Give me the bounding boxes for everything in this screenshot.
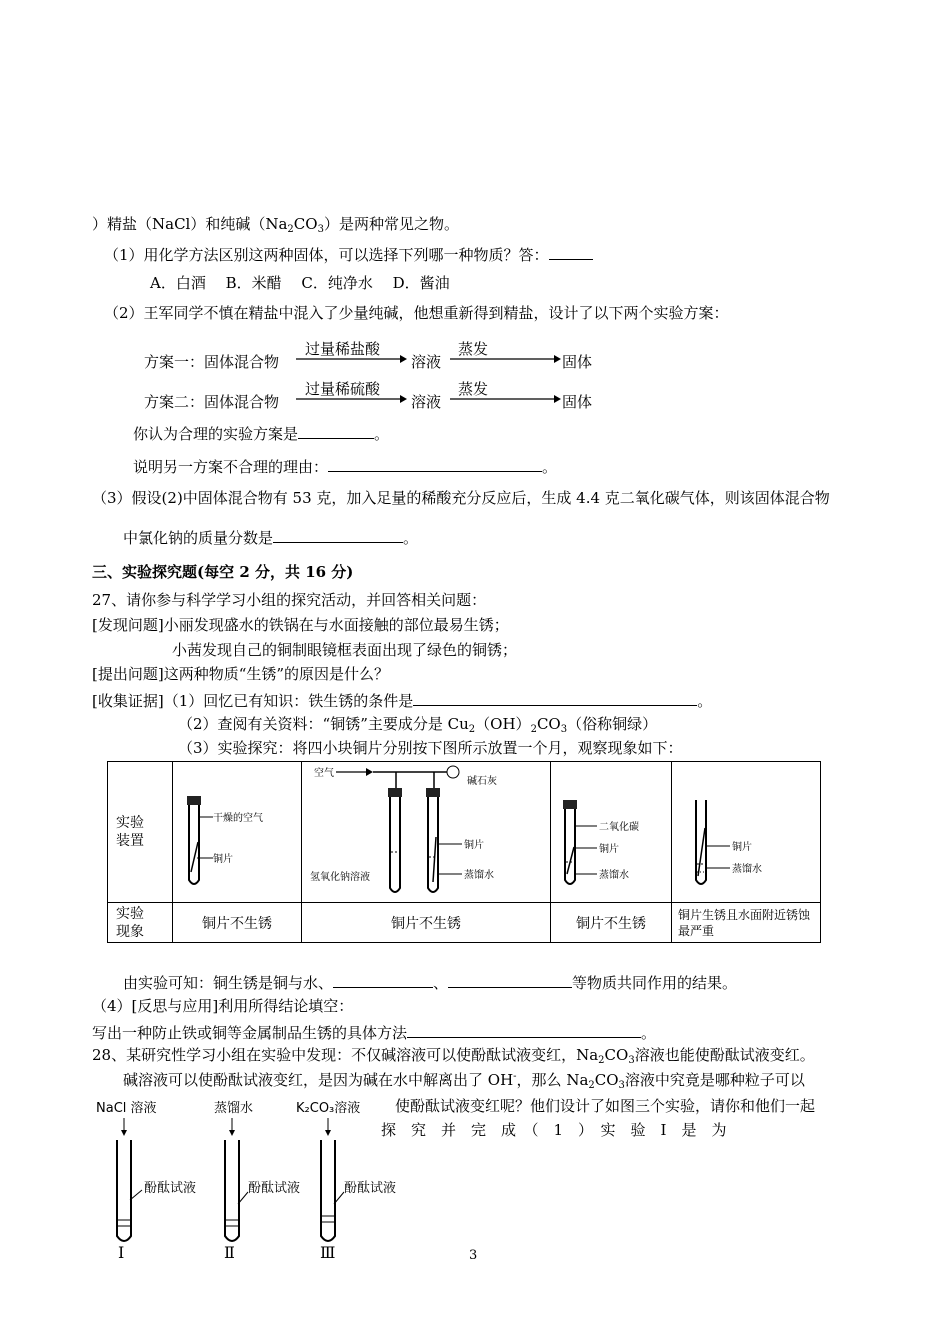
plan1-arrow1 [296, 355, 408, 363]
plan2-mid: 溶液 [411, 393, 442, 411]
q26-sub2: （2）王军同学不慎在精盐中混入了少量纯碱，他想重新得到精盐，设计了以下两个实验方案： [104, 304, 729, 322]
q27-evidence3: （3）实验探究：将四小块铜片分别按下图所示放置一个月，观察现象如下： [178, 739, 683, 757]
answer-blank-3[interactable] [328, 455, 542, 472]
q27-question: [提出问题]这两种物质“生锈”的原因是什么？ [92, 665, 390, 683]
label-copper-2: 铜片 [464, 840, 484, 851]
tube2-top: 蒸馏水 [214, 1101, 254, 1116]
q28-line2: 碱溶液可以使酚酞试液变红，是因为碱在水中解离出了 OH-，那么 $Na_2CO_3$溶液中究竟是哪种粒子可以 [123, 1071, 805, 1091]
tube2-label: 酚酞试液 [248, 1181, 301, 1196]
q27-discover2: 小茜发现自己的铜制眼镜框表面出现了绿色的铜锈； [172, 641, 518, 659]
answer-blank-5[interactable] [413, 689, 697, 706]
q27-evidence1: [收集证据]（1）回忆已有知识：铁生锈的条件是 。 [92, 689, 712, 711]
label-co2: 二氧化碳 [599, 822, 639, 833]
label-dry-air: 干燥的空气 [213, 813, 263, 824]
q28-line3: 使酚酞试液变红呢？他们设计了如图三个实验，请你和他们一起 [395, 1097, 816, 1115]
answer-blank-2[interactable] [298, 422, 374, 439]
plan2-prefix: 方案二：固体混合物 [144, 393, 280, 411]
tube3-num: Ⅲ [320, 1243, 336, 1262]
q27-intro: 27、请你参与科学学习小组的探究活动，并回答相关问题： [92, 591, 487, 609]
q26-intro: ）精盐（NaCl）和纯碱$(Na_2CO_3)$是两种常见之物。 [92, 215, 459, 235]
q26-reason: 说明另一方案不合理的理由： 。 [133, 455, 557, 477]
q26-sub1: （1）用化学方法区别这两种固体，可以选择下列哪一种物质？答： [104, 243, 593, 265]
q27-reflect: （4）[反思与应用]利用所得结论填空： [92, 997, 354, 1015]
tube3-label: 酚酞试液 [344, 1181, 397, 1196]
plan1-end: 固体 [562, 353, 593, 371]
plan1-prefix: 方案一：固体混合物 [144, 353, 280, 371]
apparatus-4 [672, 762, 821, 903]
result-2: 铜片不生锈 [302, 903, 551, 943]
tube1-top: NaCl 溶液 [96, 1101, 157, 1116]
result-4: 铜片生锈且水面附近锈蚀最严重 [672, 903, 821, 943]
label-air: 空气 [314, 768, 334, 779]
label-copper-4: 铜片 [732, 842, 752, 853]
tube1-num: Ⅰ [118, 1243, 125, 1262]
result-3: 铜片不生锈 [551, 903, 672, 943]
plan2-arrow2-label: 蒸发 [458, 380, 489, 398]
q28-line1: 28、某研究性学习小组在实验中发现：不仅碱溶液可以使酚酞试液变红，$Na_2CO_3$溶液也能使酚酞试液变红。 [92, 1046, 815, 1066]
q28-figure [92, 1096, 397, 1266]
q27-conclusion: 由实验可知：铜生锈是铜与水、 、 等物质共同作用的结果。 [123, 971, 737, 993]
row-head-phenomenon: 实验 现象 [108, 903, 173, 943]
page-number: 3 [469, 1248, 478, 1263]
plan2-arrow1 [296, 395, 408, 403]
result-1: 铜片不生锈 [173, 903, 302, 943]
experiment-table [107, 761, 821, 943]
label-naoh: 氢氧化钠溶液 [310, 872, 370, 883]
answer-blank-6[interactable] [333, 971, 433, 988]
q26-options: A．白酒 B．米醋 C．纯净水 D．酱油 [150, 274, 450, 292]
answer-blank-7[interactable] [448, 971, 572, 988]
q28-line4: 探 究 并 完 成 （ 1 ） 实 验 Ⅰ 是 为 [381, 1121, 727, 1139]
section3-title: 三、实验探究题(每空 2 分，共 16 分) [92, 563, 354, 581]
label-copper-1: 铜片 [213, 854, 233, 865]
apparatus-1 [173, 762, 302, 903]
answer-blank-1[interactable] [549, 243, 593, 260]
plan1-mid: 溶液 [411, 353, 442, 371]
label-distilled-2: 蒸馏水 [464, 870, 494, 881]
tube1-label: 酚酞试液 [144, 1181, 197, 1196]
plan1-arrow2 [450, 355, 562, 363]
plan2-arrow1-label: 过量稀硫酸 [305, 380, 381, 398]
apparatus-2 [302, 762, 551, 903]
plan2-arrow2 [450, 395, 562, 403]
plan1-arrow2-label: 蒸发 [458, 340, 489, 358]
label-copper-3: 铜片 [599, 844, 619, 855]
q27-discover: [发现问题]小丽发现盛水的铁锅在与水面接触的部位最易生锈； [92, 616, 509, 634]
q27-method: 写出一种防止铁或铜等金属制品生锈的具体方法 。 [92, 1021, 656, 1043]
answer-blank-8[interactable] [407, 1021, 641, 1038]
answer-blank-4[interactable] [273, 526, 403, 543]
label-distilled-4: 蒸馏水 [732, 864, 762, 875]
row-head-apparatus: 实验 装置 [108, 762, 173, 903]
plan2-end: 固体 [562, 393, 593, 411]
tube2-num: Ⅱ [224, 1243, 235, 1262]
q26-reasonable: 你认为合理的实验方案是 。 [133, 422, 389, 444]
apparatus-3 [551, 762, 672, 903]
label-soda-lime: 碱石灰 [467, 776, 497, 787]
label-distilled-3: 蒸馏水 [599, 870, 629, 881]
q26-sub3a: （3）假设(2)中固体混合物有 53 克，加入足量的稀酸充分反应后，生成 4.4 克二氧化碳气体，则该固体混合物 [92, 489, 830, 507]
q26-sub3b: 中氯化钠的质量分数是 。 [123, 526, 418, 548]
q27-evidence2: （2）查阅有关资料：“铜锈”主要成分是 $Cu_2(OH)_2CO_3$（俗称铜绿） [178, 715, 658, 735]
plan1-arrow1-label: 过量稀盐酸 [305, 340, 381, 358]
tube3-top: K₂CO₃溶液 [296, 1101, 361, 1116]
